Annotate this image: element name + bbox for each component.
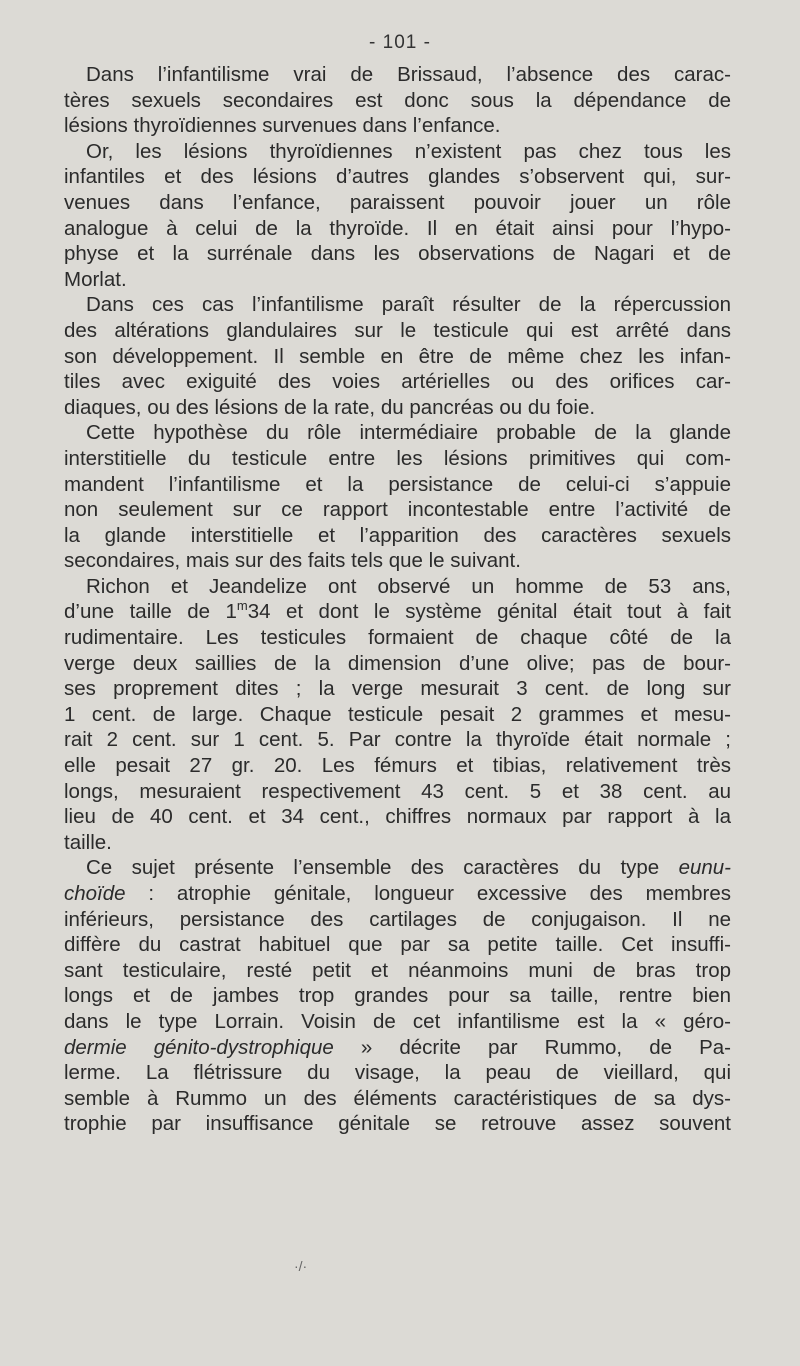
text-line: taille. [64, 830, 112, 854]
text-line: longs, mesuraient respectivement 43 cent. 5 et 38 cent. au [64, 779, 731, 803]
text-line: longs et de jambes trop grandes pour sa taille, rentre bien [64, 984, 731, 1008]
text-line: lieu de 40 cent. et 34 cent., chiffres normaux par rapport à la [64, 805, 731, 829]
text-line: non seulement sur ce rapport incontestable entre l’activité de [64, 498, 731, 522]
text-line: 1 cent. de large. Chaque testicule pesait 2 grammes et mesu- [64, 702, 731, 726]
text-fragment: Ce sujet présente l’ensemble des caractères du type [86, 856, 679, 880]
italic-term: dermie génito-dystrophique [64, 1035, 334, 1059]
text-line: Dans ces cas l’infantilisme paraît résulter de la répercussion [86, 293, 731, 317]
text-line [64, 855, 731, 881]
text-line [64, 599, 731, 625]
stray-mark: ·/· [294, 1258, 308, 1274]
text-line: interstitielle du testicule entre les lésions primitives qui com- [64, 446, 731, 470]
italic-term: choïde [64, 882, 126, 905]
text-line: rudimentaire. Les testicules formaient de chaque côté de la [64, 626, 731, 650]
text-line: sant testiculaire, resté petit et néanmoins muni de bras trop [64, 958, 731, 982]
body-text [64, 62, 731, 1137]
text-line: dans le type Lorrain. Voisin de cet infantilisme est la « géro- [64, 1009, 731, 1033]
text-line [64, 1035, 731, 1061]
text-line: Richon et Jeandelize ont observé un homme de 53 ans, [86, 574, 731, 598]
text-line: venues dans l’enfance, paraissent pouvoir jouer un rôle [64, 190, 731, 214]
page-number: - 101 - [369, 32, 431, 53]
text-line: son développement. Il semble en être de même chez les infan- [64, 344, 731, 368]
text-line: Dans l’infantilisme vrai de Brissaud, l’absence des carac- [86, 63, 731, 86]
text-line: diaques, ou des lésions de la rate, du pancréas ou du foie. [64, 395, 596, 419]
text-line: elle pesait 27 gr. 20. Les fémurs et tibias, relativement très [64, 754, 731, 778]
text-line: diffère du castrat habituel que par sa petite taille. Cet insuffi- [64, 933, 731, 957]
text-line: verge deux saillies de la dimension d’une olive; pas de bour- [64, 651, 731, 675]
text-fragment: d’une taille de 1 [64, 600, 237, 624]
text-line: lésions thyroïdiennes survenues dans l’enfance. [64, 114, 501, 138]
italic-term: eunu- [678, 856, 731, 880]
text-line [64, 881, 731, 907]
text-line: lerme. La flétrissure du visage, la peau de vieillard, qui [64, 1061, 731, 1085]
text-line: mandent l’infantilisme et la persistance de celui-ci s’appuie [64, 472, 731, 496]
text-line: physe et la surrénale dans les observations de Nagari et de [64, 242, 731, 266]
superscript: m [236, 598, 248, 614]
text-line: infantiles et des lésions d’autres glandes s’observent qui, sur- [64, 165, 731, 189]
text-line: inférieurs, persistance des cartilages de conjugaison. Il ne [64, 907, 731, 931]
text-line: rait 2 cent. sur 1 cent. 5. Par contre la thyroïde était normale ; [64, 728, 731, 752]
text-line: la glande interstitielle et l’apparition des caractères sexuels [64, 523, 731, 547]
text-line: Or, les lésions thyroïdiennes n’existent pas chez tous les [86, 139, 731, 163]
text-fragment: : atrophie génitale, longueur excessive des membres [125, 882, 731, 905]
text-fragment: 34 et dont le système génital était tout à fait [247, 600, 731, 624]
text-line: Morlat. [64, 267, 127, 291]
text-line: tiles avec exiguité des voies artérielles ou des orifices car- [64, 370, 731, 394]
text-line: Cette hypothèse du rôle intermédiaire probable de la glande [86, 421, 731, 445]
text-line: analogue à celui de la thyroïde. Il en était ainsi pour l’hypo- [64, 216, 731, 240]
text-line: secondaires, mais sur des faits tels que le suivant. [64, 549, 521, 573]
text-line: trophie par insuffisance génitale se retrouve assez souvent [64, 1112, 731, 1136]
text-line: ses proprement dites ; la verge mesurait 3 cent. de long sur [64, 677, 731, 701]
text-line: tères sexuels secondaires est donc sous la dépendance de [64, 88, 731, 112]
text-line: des altérations glandulaires sur le testicule qui est arrêté dans [64, 318, 731, 342]
text-line: semble à Rummo un des éléments caractéristiques de sa dys- [64, 1086, 731, 1110]
text-fragment: » décrite par Rummo, de Pa- [333, 1035, 731, 1059]
